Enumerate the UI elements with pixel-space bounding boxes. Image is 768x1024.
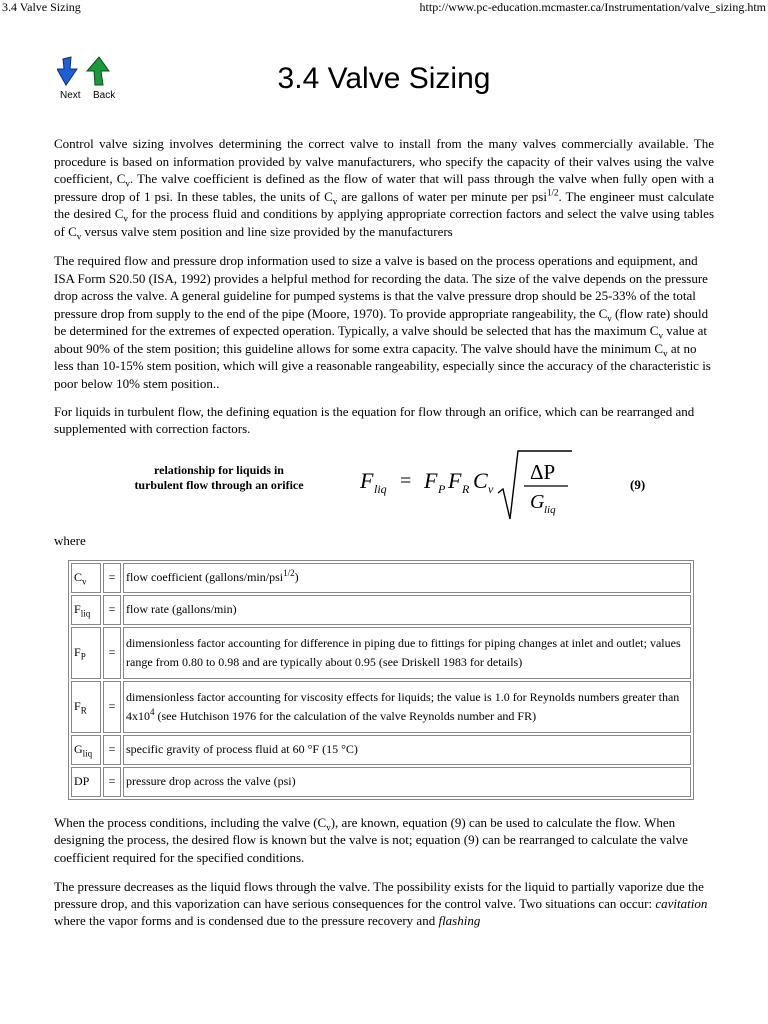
- equals-sign: =: [103, 563, 121, 593]
- table-row: [71, 563, 691, 593]
- paragraph-calculate: When the process conditions, including the valve $(C_v)$, are known, equation (9) can be used to calculate the flow. When designing the process, the desired flow is known but the valve is not; equation (9) can be rearranged to calculate the valve coefficient required for the specified conditions.: [54, 814, 688, 865]
- variable-definition: flow coefficient (gallons/min/psi$^{1/2}$): [123, 563, 691, 593]
- table-row: [71, 681, 691, 733]
- paragraph-cavitation: The pressure decreases as the liquid flows through the valve. The possibility exists for the liquid to partially vaporize due the pressure drop, and this vaporization can have serious consequences for the control valve. Two situations can occur: cavitation where the vapor forms and is condensed due to the pressure recovery and flashing: [54, 879, 708, 928]
- variables-table: [68, 560, 694, 800]
- svg-text:ΔP: ΔP: [530, 460, 556, 484]
- equals-sign: =: [103, 595, 121, 625]
- equation-block: [54, 449, 714, 527]
- main-content: [54, 135, 714, 941]
- variable-symbol: $F_R$: [71, 681, 101, 733]
- paragraph-pressure-drop: The required flow and pressure drop information used to size a valve is based on the process operations and equipment, and ISA Form S20.50 (ISA, 1992) provides a helpful method for recording the data. The size of the valve depends on the pressure drop across the valve. A general guideline for pumped systems is that the valve pressure drop should be 25-33% of the total pressure drop from supply to the end of the pipe (Moore, 1970). To provide appropriate rangeability, the $C_v$ (flow rate) should be determined for the extremes of expected operation. Typically, a valve should be selected that has the maximum $C_v$ value at about 90% of the stem position; this guideline allows for some extra capacity. The valve should have the minimum $C_v$ at no less than 10-15% stem position, which will give a reasonable rangeability, especially since the accuracy of the characteristic is poor below 10% stem position..: [54, 253, 711, 391]
- variable-symbol: $F_{liq}$: [71, 595, 101, 625]
- variable-definition: dimensionless factor accounting for viscosity effects for liquids; the value is 1.0 for Reynolds numbers greater than $4x10^4$ (see Hutchison 1976 for the calculation of the valve Reynolds number and FR): [123, 681, 691, 733]
- back-link[interactable]: Back: [93, 90, 116, 101]
- where-label: where: [54, 533, 86, 548]
- equals-sign: =: [103, 735, 121, 765]
- variable-symbol: $G_{liq}$: [71, 735, 101, 765]
- browser-header: [0, 0, 768, 16]
- table-row: [71, 627, 691, 679]
- svg-text:=: =: [400, 470, 412, 492]
- variable-definition: specific gravity of process fluid at 60 °F (15 °C): [123, 735, 691, 765]
- paragraph-intro: Control valve sizing involves determining the correct valve to install from the many valves commercially available. The procedure is based on information provided by valve manufacturers, who specify the capacity of their valves using the valve coefficient, $C_v$. The valve coefficient is defined as the flow of water that will pass through the valve when fully open with a pressure drop of 1 psi. In these tables, the units of $C_v$ are gallons of water per minute per psi$^{1/2}$. The engineer must calculate the desired $C_v$ for the process fluid and conditions by applying appropriate correction factors and select the valve using tables of $C_v$ versus valve stem position and line size provided by the manufacturers: [54, 136, 715, 242]
- svg-text:v: v: [488, 482, 494, 496]
- variable-symbol: $C_v$: [71, 563, 101, 593]
- svg-text:P: P: [438, 482, 446, 496]
- variable-symbol: DP: [71, 767, 101, 797]
- svg-text:liq: liq: [544, 504, 556, 516]
- paragraph-turbulent-flow: For liquids in turbulent flow, the defining equation is the equation for flow through an orifice, which can be rearranged and supplemented with correction factors.: [54, 404, 695, 436]
- table-row: [71, 767, 691, 797]
- header-url: http://www.pc-education.mcmaster.ca/Instrumentation/valve_sizing.htm: [419, 0, 766, 14]
- variable-definition: pressure drop across the valve (psi): [123, 767, 691, 797]
- svg-text:F: F: [448, 468, 462, 493]
- table-row: [71, 595, 691, 625]
- equals-sign: =: [103, 767, 121, 797]
- header-page-title: 3.4 Valve Sizing: [2, 0, 81, 14]
- equals-sign: =: [103, 627, 121, 679]
- equals-sign: =: [103, 681, 121, 733]
- page-title: 3.4 Valve Sizing: [277, 62, 491, 95]
- svg-text:G: G: [530, 491, 545, 513]
- equation-9: [354, 445, 624, 525]
- table-row: [71, 735, 691, 765]
- equation-label: relationship for liquids in turbulent flow through an orifice: [134, 463, 304, 492]
- variable-symbol: $F_P$: [71, 627, 101, 679]
- svg-text:C: C: [473, 468, 488, 493]
- svg-text:liq: liq: [374, 482, 387, 496]
- svg-text:F: F: [360, 468, 374, 493]
- equation-number: (9): [630, 477, 646, 492]
- variable-definition: flow rate (gallons/min): [123, 595, 691, 625]
- next-link[interactable]: Next: [60, 90, 81, 101]
- svg-text:F: F: [424, 468, 438, 493]
- svg-text:R: R: [462, 482, 470, 496]
- variable-definition: dimensionless factor accounting for difference in piping due to fittings for piping changes at inlet and outlet; values range from 0.80 to 0.98 and are typically about 0.95 (see Driskell 1983 for details): [123, 627, 691, 679]
